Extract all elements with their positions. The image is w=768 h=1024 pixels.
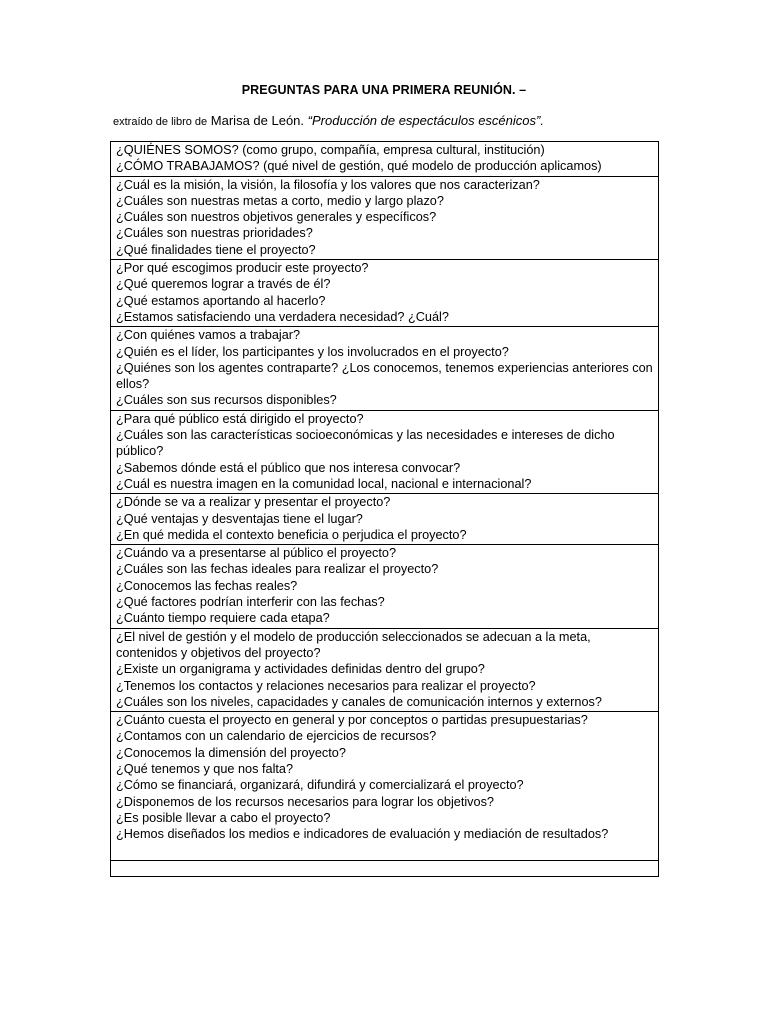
question-line: ¿CÓMO TRABAJAMOS? (qué nivel de gestión, qué modelo de producción aplicamos) xyxy=(116,159,602,174)
question-line: ¿Cuáles son los niveles, capacidades y canales de comunicación internos y externos? xyxy=(116,694,602,709)
questions-table xyxy=(110,141,659,877)
question-group-row xyxy=(111,410,659,493)
questions-table-body xyxy=(111,142,659,877)
question-line: ¿Qué finalidades tiene el proyecto? xyxy=(116,242,316,257)
question-line: ¿Para qué público está dirigido el proyecto? xyxy=(116,411,364,426)
question-line: ¿Cuáles son nuestras metas a corto, medio y largo plazo? xyxy=(116,193,444,208)
question-line: ¿Por qué escogimos producir este proyecto? xyxy=(116,261,369,276)
question-line: ¿En qué medida el contexto beneficia o perjudica el proyecto? xyxy=(116,527,467,542)
question-group-row xyxy=(111,327,659,410)
question-group-cell xyxy=(111,142,659,177)
question-group-row xyxy=(111,260,659,327)
document-title: PREGUNTAS PARA UNA PRIMERA REUNIÓN. – xyxy=(241,83,527,97)
question-group-cell xyxy=(111,545,659,628)
question-line: ¿Contamos con un calendario de ejercicios de recursos? xyxy=(116,729,437,744)
question-line: ¿Cuándo va a presentarse al público el proyecto? xyxy=(116,546,396,561)
question-line: ¿Cuánto tiempo requiere cada etapa? xyxy=(116,611,330,626)
question-group-cell xyxy=(111,860,659,876)
question-line: ¿El nivel de gestión y el modelo de producción seleccionados se adecuan a la meta, contenidos y objetivos del proyecto? xyxy=(116,629,591,660)
question-line: ¿Hemos diseñados los medios e indicadores de evaluación y mediación de resultados? xyxy=(116,827,609,842)
question-line xyxy=(116,842,654,858)
question-group-cell xyxy=(111,327,659,410)
question-line: ¿Conocemos las fechas reales? xyxy=(116,578,298,593)
question-line: ¿Conocemos la dimensión del proyecto? xyxy=(116,745,346,760)
question-group-cell xyxy=(111,176,659,259)
question-group-row xyxy=(111,712,659,861)
question-line: ¿Sabemos dónde está el público que nos interesa convocar? xyxy=(116,460,461,475)
question-line: ¿Qué queremos lograr a través de él? xyxy=(116,277,331,292)
question-group-row xyxy=(111,494,659,545)
question-group-row xyxy=(111,545,659,628)
question-line: ¿Cuáles son sus recursos disponibles? xyxy=(116,393,337,408)
question-line: ¿Cuáles son las características socioeconómicas y las necesidades e intereses de dicho público? xyxy=(116,428,615,459)
question-group-cell xyxy=(111,628,659,711)
question-line: ¿Qué tenemos y que nos falta? xyxy=(116,761,294,776)
question-group-cell xyxy=(111,712,659,861)
question-group-cell xyxy=(111,410,659,493)
question-line: ¿Cuáles son las fechas ideales para realizar el proyecto? xyxy=(116,562,439,577)
question-line: ¿Cuánto cuesta el proyecto en general y por conceptos o partidas presupuestarias? xyxy=(116,713,588,728)
question-line: ¿QUIÉNES SOMOS? (como grupo, compañía, empresa cultural, institución) xyxy=(116,143,545,157)
question-line: ¿Tenemos los contactos y relaciones necesarios para realizar el proyecto? xyxy=(116,678,536,693)
question-group-row xyxy=(111,142,659,177)
credit-end: . xyxy=(540,113,544,128)
question-group-cell xyxy=(111,494,659,545)
question-group-row xyxy=(111,176,659,259)
question-line: ¿Disponemos de los recursos necesarios para lograr los objetivos? xyxy=(116,794,494,809)
question-line: ¿Estamos satisfaciendo una verdadera necesidad? ¿Cuál? xyxy=(116,309,449,324)
question-group-row xyxy=(111,628,659,711)
credit-prefix: extraído de libro de xyxy=(113,116,208,128)
credit-author: Marisa de León. xyxy=(210,113,305,128)
question-line: ¿Es posible llevar a cabo el proyecto? xyxy=(116,810,331,825)
question-line: ¿Dónde se va a realizar y presentar el proyecto? xyxy=(116,495,391,510)
source-credit xyxy=(113,113,544,128)
question-line: ¿Qué factores podrían interferir con las fechas? xyxy=(116,595,385,610)
question-line: ¿Cuáles son nuestros objetivos generales y específicos? xyxy=(116,210,437,225)
question-group-cell xyxy=(111,260,659,327)
question-line: ¿Qué ventajas y desventajas tiene el lugar? xyxy=(116,511,363,526)
question-line: ¿Cuál es nuestra imagen en la comunidad local, nacional e internacional? xyxy=(116,476,532,491)
question-line: ¿Quiénes son los agentes contraparte? ¿Los conocemos, tenemos experiencias anteriores con ellos? xyxy=(116,360,653,392)
question-line: ¿Con quiénes vamos a trabajar? xyxy=(116,328,301,343)
question-line: ¿Cuál es la misión, la visión, la filosofía y los valores que nos caracterizan? xyxy=(116,177,540,192)
question-line: ¿Existe un organigrama y actividades definidas dentro del grupo? xyxy=(116,662,485,677)
question-line: ¿Cuáles son nuestras prioridades? xyxy=(116,226,313,241)
credit-book-title: “Producción de espectáculos escénicos” xyxy=(307,113,541,128)
question-line: ¿Cómo se financiará, organizará, difundirá y comercializará el proyecto? xyxy=(116,778,524,793)
question-line: ¿Qué estamos aportando al hacerlo? xyxy=(116,293,326,308)
question-line: ¿Quién es el líder, los participantes y los involucrados en el proyecto? xyxy=(116,344,509,359)
question-group-row xyxy=(111,860,659,876)
